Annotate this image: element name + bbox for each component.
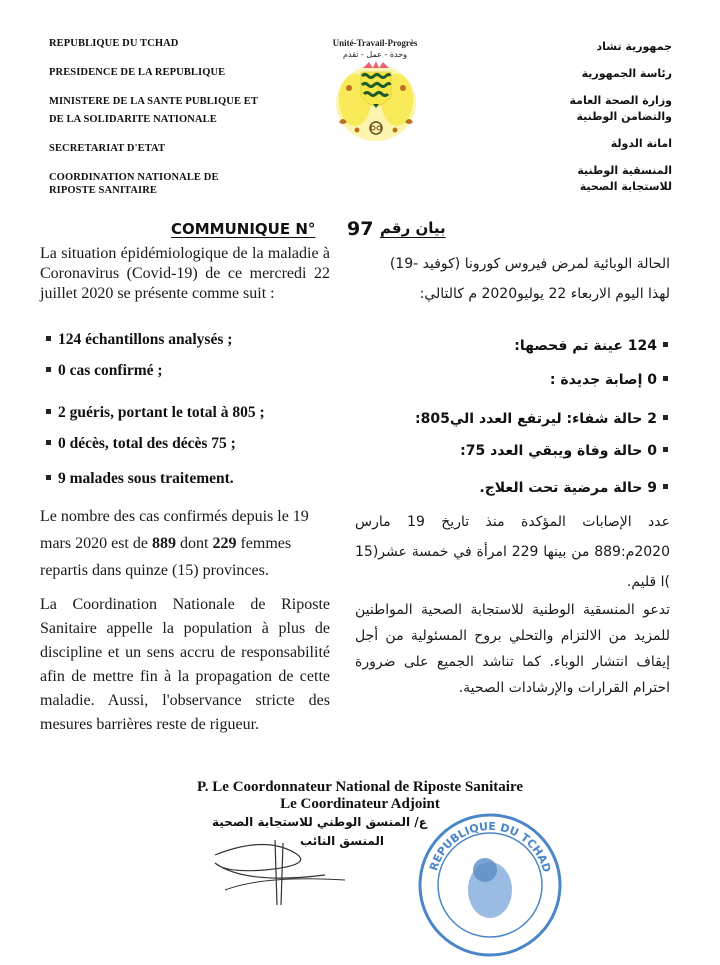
bullet-ar-recovered: 2 حالة شفاء: ليرتفع العدد الي805: [415, 411, 668, 427]
bullet-square-icon [663, 447, 668, 452]
header-coordination-fr-2: RIPOSTE SANITAIRE [49, 185, 157, 196]
chad-coat-of-arms-icon [335, 60, 417, 146]
appeal-fr: La Coordination Nationale de Riposte Sanitaire appelle la population à plus de discipline et un sens accru de responsabilité afin de mettre fin à la propagation de cette maladie. Aussi, l'observance stricte des mesures barrières reste de rigueur. [40, 596, 330, 733]
header-republic-fr: REPUBLIQUE DU TCHAD [49, 38, 179, 49]
communique-title-ar: بيان رقم [380, 219, 446, 237]
bullet-square-icon [46, 367, 51, 372]
bullet-square-icon [46, 409, 51, 414]
women-count-value: 229 [212, 535, 237, 552]
signatory-ar-line1: ع/ المنسق الوطني للاستجابة الصحية [212, 815, 427, 829]
bullet-ar-confirmed: 0 إصابة جديدة : [550, 372, 668, 388]
header-secretariat-fr: SECRETARIAT D'ETAT [49, 143, 166, 154]
bullet-square-icon [46, 440, 51, 445]
cumulative-fr: Le nombre des cas confirmés depuis le 19 mars 2020 est de 889 dont 229 femmes repartis dans quinze (15) provinces. [40, 508, 309, 579]
bullet-fr-recovered: 2 guéris, portant le total à 805 ; [46, 404, 265, 422]
header-coordination-ar-2: للاستجابة الصحية [579, 180, 672, 193]
header-republic-ar: جمهورية تشاد [596, 40, 672, 53]
header-presidency-ar: رئاسة الجمهورية [581, 67, 672, 80]
header-presidency-fr: PRESIDENCE DE LA REPUBLIQUE [49, 67, 226, 78]
intro-fr: La situation épidémiologique de la maladie à Coronavirus (Covid-19) de ce mercredi 22 juillet 2020 se présente comme suit : [40, 245, 330, 302]
handwritten-signature-icon [205, 835, 365, 905]
header-coordination-ar-1: المنسقية الوطنية [577, 164, 672, 177]
appeal-ar: تدعو المنسقية الوطنية للاستجابة الصحية المواطنين للمزيد من الالتزام والتحلي بروح المسئولية من أجل إيقاف انتشار الوباء. كما تناشد الجميع على ضرورة احترام القرارات والإرشادات الصحية. [355, 602, 670, 696]
signatory-ar-line2: المنسق النائب [300, 834, 384, 848]
motto-ar: وحدة - عمل - تقدم [342, 50, 408, 59]
bullet-fr-deaths: 0 décès, total des décès 75 ; [46, 435, 236, 453]
header-ministry-ar-1: وزارة الصحة العامة [569, 94, 672, 107]
bullet-fr-under-treatment: 9 malades sous traitement. [46, 470, 234, 488]
intro-ar-line2: لهذا اليوم الاربعاء 22 يوليو2020 م كالتالي: [419, 286, 670, 302]
bullet-ar-under-treatment: 9 حالة مرضية تحت العلاج. [479, 480, 668, 496]
signatory-title: P. Le Coordonnateur National de Riposte Sanitaire [197, 779, 523, 795]
header-ministry-fr-2: DE LA SOLIDARITE NATIONALE [49, 114, 217, 125]
intro-ar-line1: الحالة الوبائية لمرض فيروس كورونا (كوفيد -19) [389, 256, 670, 272]
bullet-fr-confirmed: 0 cas confirmé ; [46, 362, 163, 380]
signatory-subtitle: Le Coordinateur Adjoint [280, 796, 440, 812]
cumulative-ar: عدد الإصابات المؤكدة منذ تاريخ 19 مارس 2020م:889 من بينها 229 امرأة في خمسة عشر(15 )ا قليم. [355, 514, 670, 590]
bullet-ar-samples: 124 عينة تم فحصها: [514, 338, 668, 354]
header-coordination-fr-1: COORDINATION NATIONALE DE [49, 172, 219, 183]
bullet-square-icon [46, 336, 51, 341]
bullet-square-icon [663, 342, 668, 347]
communique-number: 97 [347, 218, 374, 240]
stamp-text: REPUBLIQUE DU TCHAD [427, 819, 554, 874]
header-ministry-ar-2: والتضامن الوطنية [576, 110, 672, 123]
motto-fr: Unité-Travail-Progrès [332, 38, 418, 48]
official-stamp-icon [415, 810, 565, 960]
bullet-square-icon [663, 415, 668, 420]
total-confirmed-value: 889 [151, 535, 176, 552]
bullet-square-icon [46, 475, 51, 480]
header-ministry-fr-1: MINISTERE DE LA SANTE PUBLIQUE ET [49, 96, 258, 107]
communique-title-fr: COMMUNIQUE N° [171, 220, 316, 238]
header-secretariat-ar: امانة الدولة [610, 137, 672, 150]
bullet-square-icon [663, 376, 668, 381]
bullet-square-icon [663, 484, 668, 489]
bullet-ar-deaths: 0 حالة وفاة ويبقي العدد 75: [460, 443, 668, 459]
bullet-fr-samples: 124 échantillons analysés ; [46, 331, 232, 349]
